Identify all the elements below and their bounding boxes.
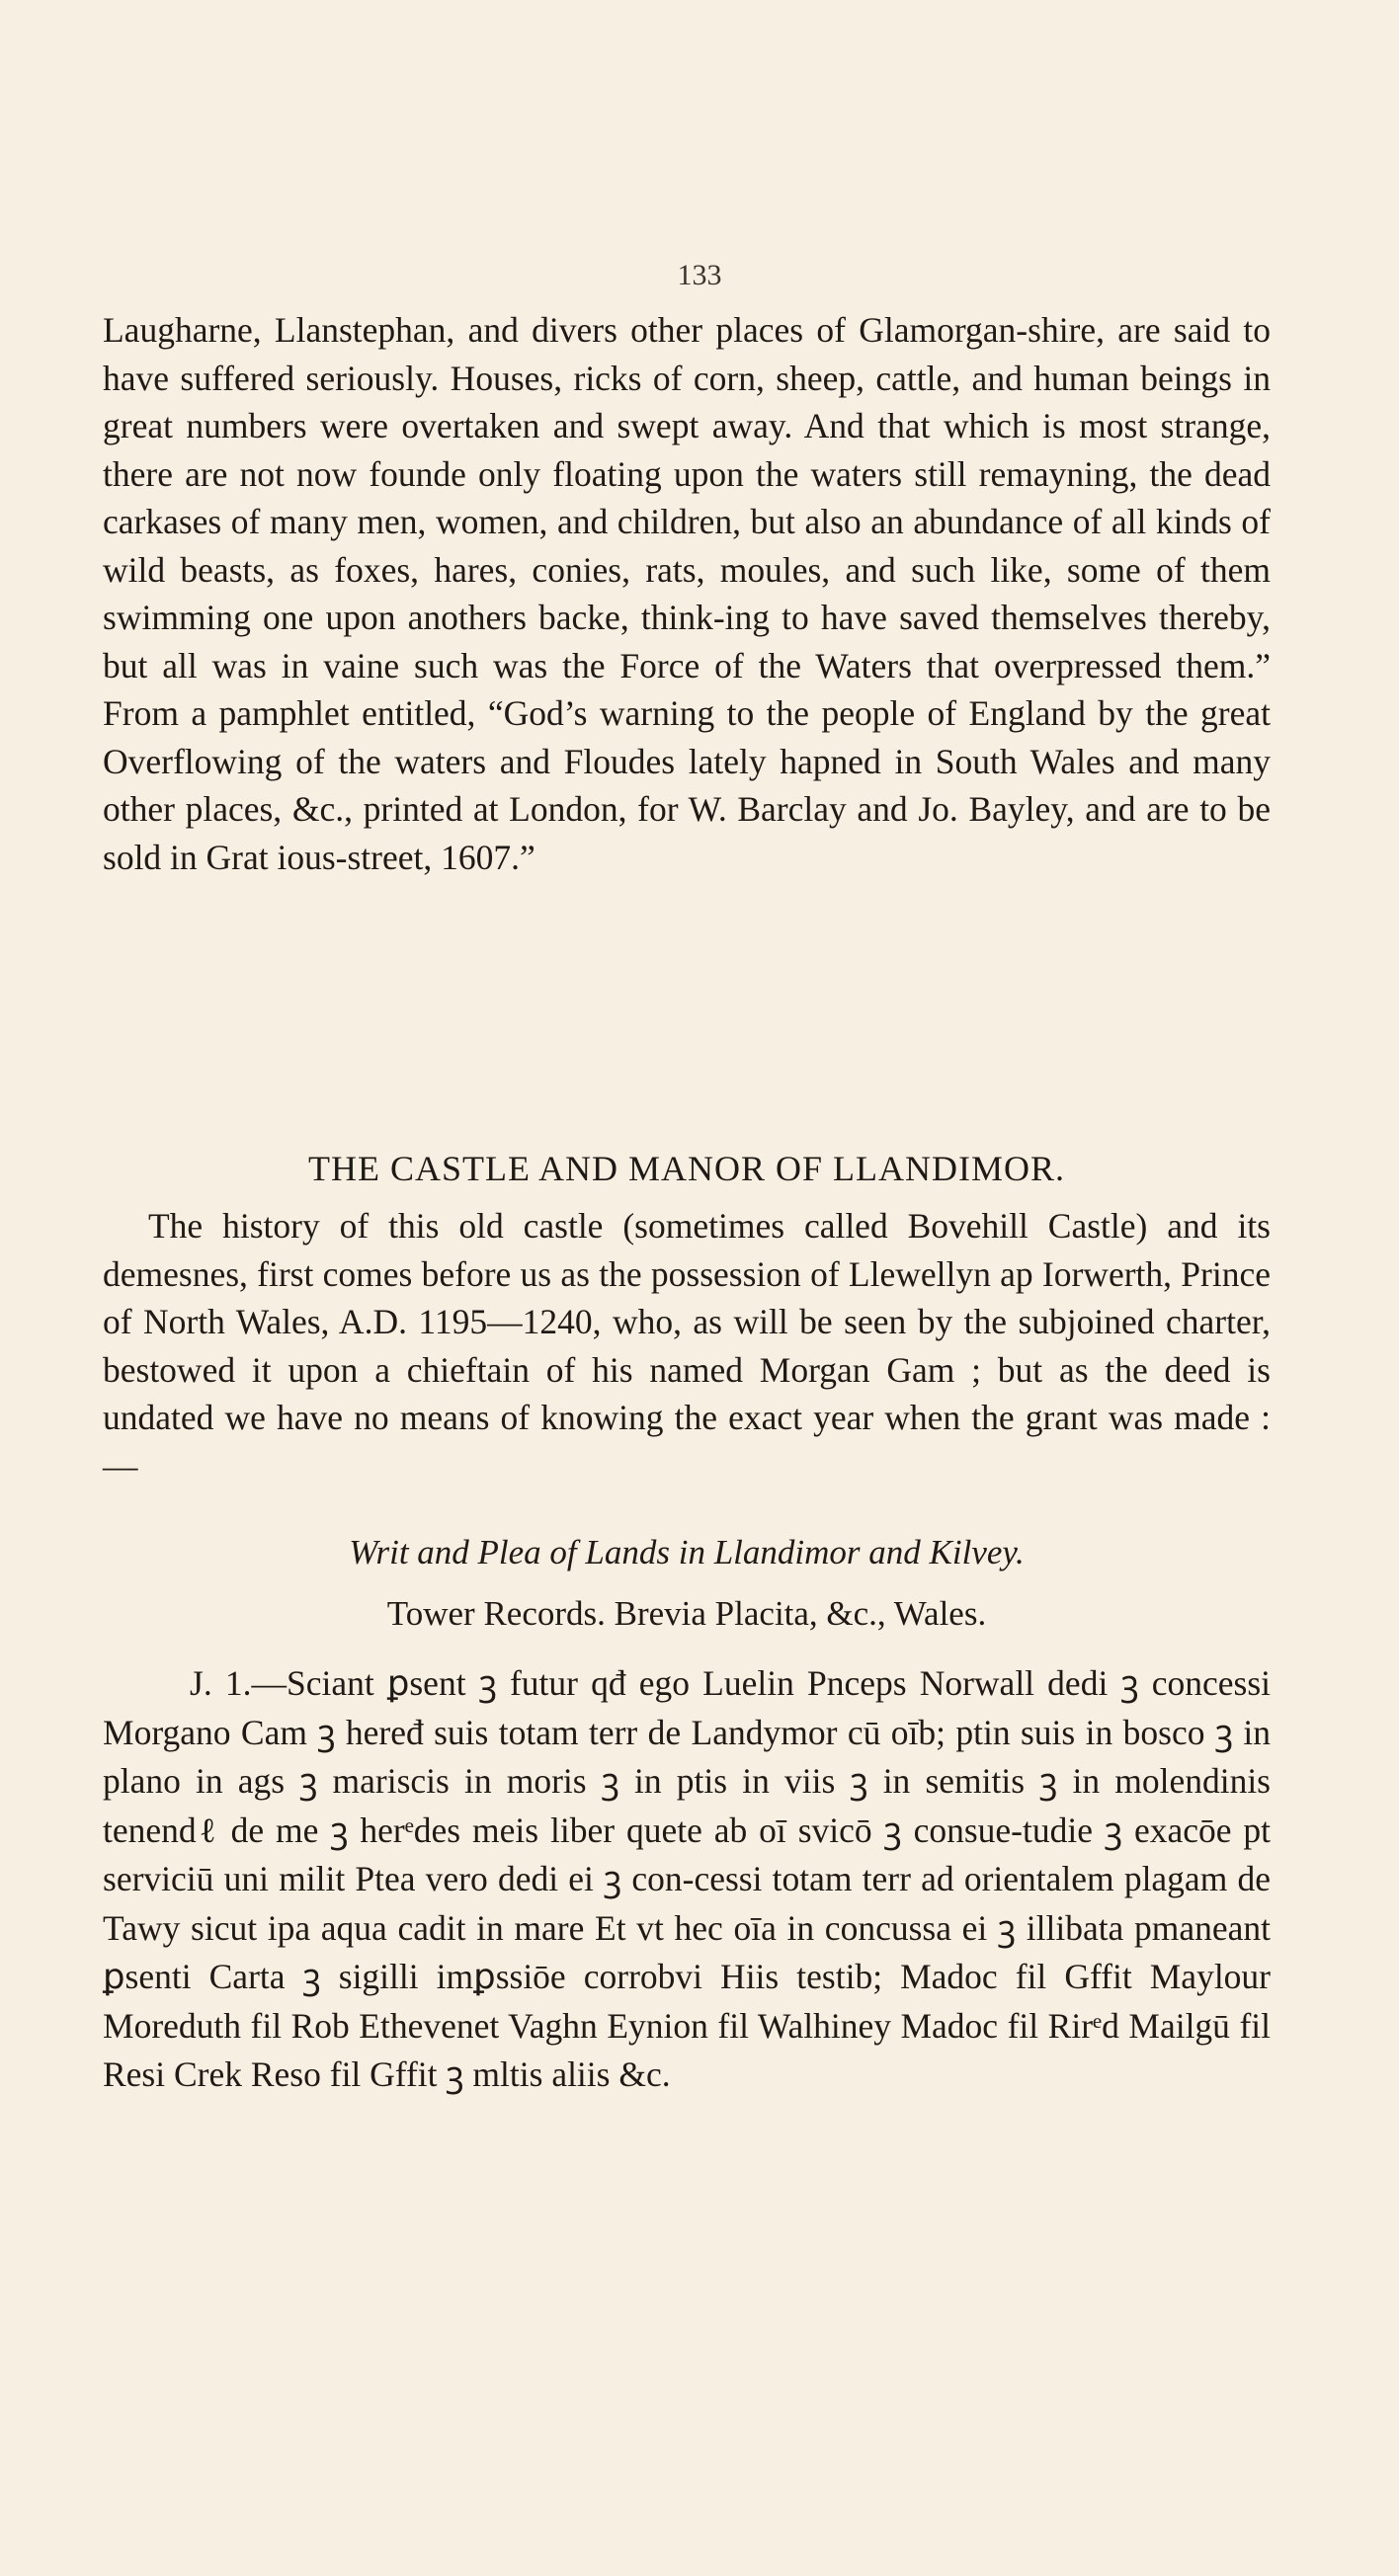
flood-account-paragraph: Laugharne, Llanstephan, and divers other places of Glamorgan-shire, are said to have suffered seriously. Houses, ricks of corn, sheep, cattle, and human beings in great numbers were overtaken and swept away. And that which is most strange, there are not now founde only floating upon the waters still remayning, the dead carkases of many men, women, and children, but also an abundance of all kinds of wild beasts, as foxes, hares, conies, rats, moules, and such like, some of them swimming one upon anothers backe, think-ing to have saved themselves thereby, but all was in vaine such was the Force of the Waters that overpressed them.” From a pamphlet entitled, “God’s warning to the people of England by the great Overflowing of the waters and Floudes lately hapned in South Wales and many other places, &c., printed at London, for W. Barclay and Jo. Bayley, and are to be sold in Grat ious-street, 1607.” <box>103 310 1271 877</box>
page-number: 133 <box>677 259 722 291</box>
writ-title: Writ and Plea of Lands in Llandimor and Kilvey. <box>349 1533 1025 1571</box>
records-line: Tower Records. Brevia Placita, &c., Wales. <box>386 1594 987 1633</box>
castle-history-paragraph: The history of this old castle (sometimes called Bovehill Castle) and its demesnes, first comes before us as the possession of Llewellyn ap Iorwerth, Prince of North Wales, A.D. 1195—1240, who, as will be seen by the subjoined charter, bestowed it upon a chieftain of his named Morgan Gam ; but as the deed is undated we have no means of knowing the exact year when the grant was made :— <box>103 1206 1271 1486</box>
section-heading: THE CASTLE AND MANOR OF LLANDIMOR. <box>307 1149 1065 1188</box>
charter-text: J. 1.—Sciant ꝑsent ꝫ futur qđ ego Luelin Pnceps Norwall dedi ꝫ concessi Morgano Cam ꝫ heređ suis totam terr de Landymor cū oīb; ptin suis in bosco ꝫ in plano in ags ꝫ mariscis in moris ꝫ in ptis in viis ꝫ in semitis ꝫ in molendinis tenendℓ de me ꝫ herᵉdes meis liber quete ab oī svicō ꝫ consue-tudie ꝫ exacōe pt serviciū uni milit Ptea vero dedi ei ꝫ con-cessi totam terr ad orientalem plagam de Tawy sicut ipa aqua cadit in mare Et vt hec oīa in concussa ei ꝫ illibata pmaneant ꝑsenti Carta ꝫ sigilli imꝑssiōe corrobvi Hiis testib; Madoc fil Gffit Maylour Moreduth fil Rob Ethevenet Vaghn Eynion fil Walhiney Madoc fil Rirᵉd Mailgū fil Resi Crek Reso fil Gffit ꝫ mltis aliis &c. <box>103 1663 1271 2094</box>
